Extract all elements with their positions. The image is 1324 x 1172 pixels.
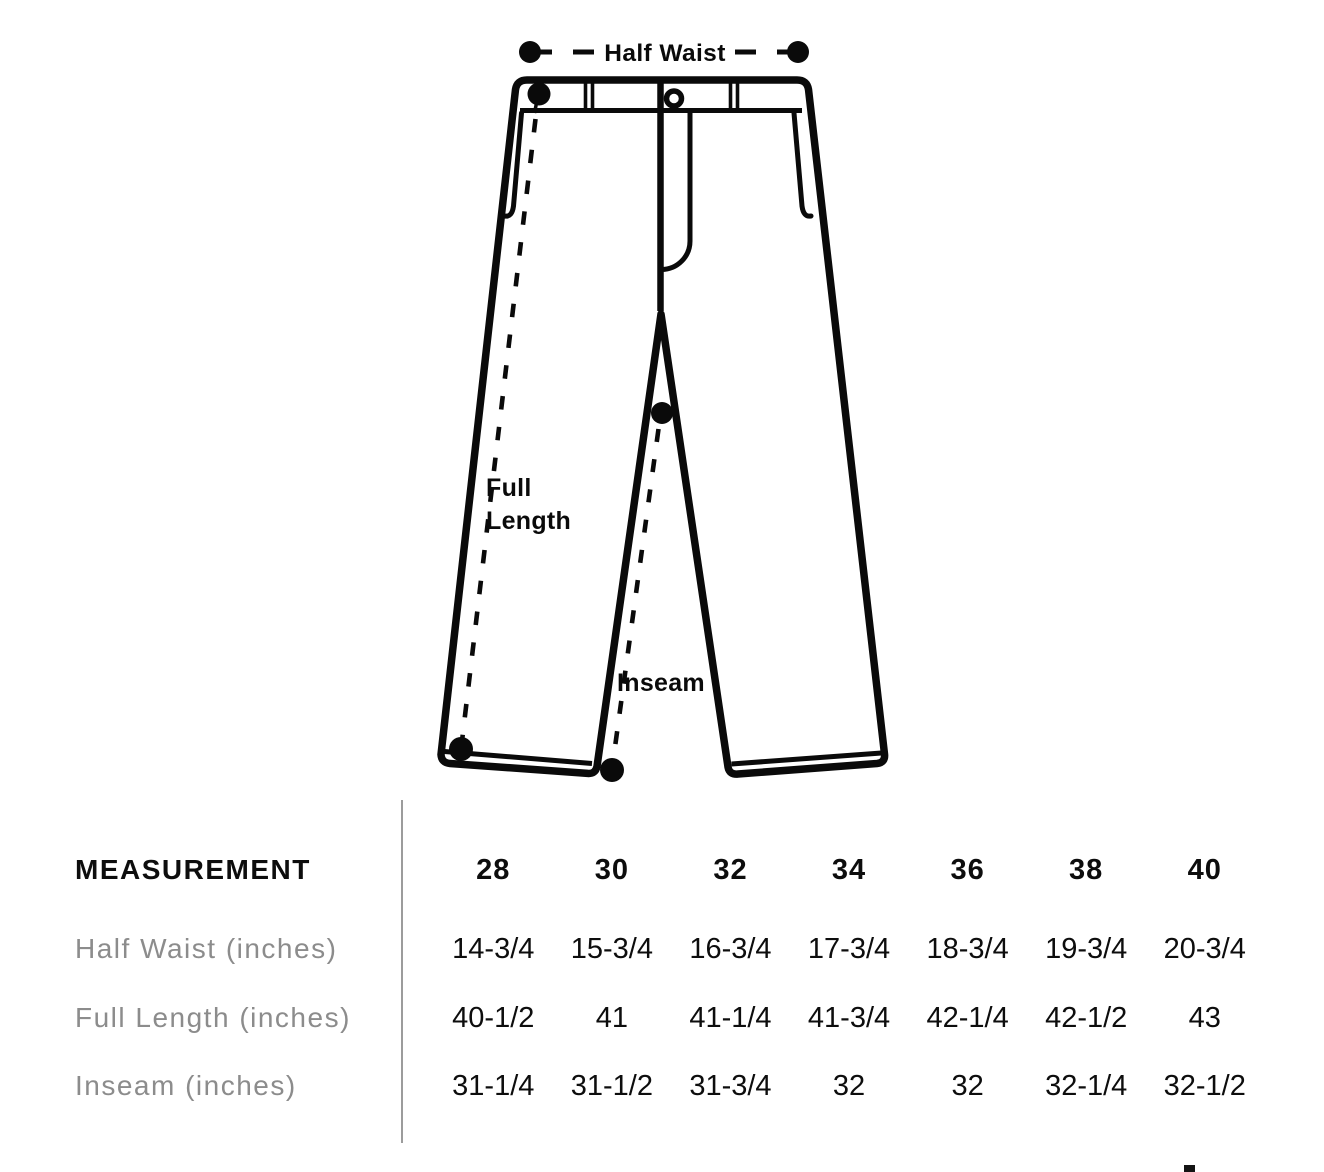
inseam-value: 31-1/2	[570, 1070, 653, 1102]
full-length-value: 41-3/4	[807, 1002, 891, 1034]
size-headers	[434, 848, 1264, 892]
half-waist-value: 20-3/4	[1163, 933, 1246, 965]
full-length-value: 43	[1188, 1002, 1221, 1034]
half-waist-label: Half Waist	[604, 40, 726, 67]
full-length-value: 41	[595, 1002, 628, 1034]
row-label-inseam: Inseam (inches)	[75, 1070, 297, 1101]
size-header-32: 32	[713, 854, 748, 886]
inseam-value: 31-1/4	[452, 1070, 535, 1102]
full-length-value: 41-1/4	[689, 1002, 772, 1034]
table-row-full-length	[0, 996, 1324, 1040]
size-header-36: 36	[950, 854, 985, 886]
cropped-edge-mark	[1184, 1165, 1195, 1172]
full-length-label-line2: Length	[486, 507, 572, 535]
half-waist-value: 14-3/4	[452, 933, 535, 965]
size-header-40: 40	[1187, 854, 1222, 886]
full-length-value: 40-1/2	[452, 1002, 535, 1034]
row-values-inseam	[434, 1064, 1264, 1108]
size-header-28: 28	[476, 854, 511, 886]
inseam-value: 32-1/4	[1045, 1070, 1128, 1102]
row-values-half-waist	[434, 927, 1264, 971]
half-waist-value: 15-3/4	[570, 933, 653, 965]
inseam-value: 32	[951, 1070, 984, 1102]
row-values-full-length	[434, 996, 1264, 1040]
half-waist-value: 18-3/4	[926, 933, 1009, 965]
inseam-value: 32-1/2	[1163, 1070, 1246, 1102]
half-waist-value: 16-3/4	[689, 933, 772, 965]
inseam-value: 32	[832, 1070, 866, 1102]
full-length-value: 42-1/2	[1045, 1002, 1128, 1034]
full-length-label-line1: Full	[486, 474, 532, 502]
half-waist-value: 19-3/4	[1045, 933, 1128, 965]
inseam-value: 31-3/4	[689, 1070, 772, 1102]
row-label-half-waist: Half Waist (inches)	[75, 933, 338, 964]
size-header-34: 34	[831, 854, 867, 886]
half-waist-value: 17-3/4	[807, 933, 891, 965]
row-label-full-length: Full Length (inches)	[75, 1002, 351, 1033]
measurement-header: MEASUREMENT	[75, 854, 311, 885]
size-header-30: 30	[594, 854, 629, 886]
full-length-value: 42-1/4	[926, 1002, 1009, 1034]
table-row-half-waist	[0, 927, 1324, 971]
table-row-inseam	[0, 1064, 1324, 1108]
size-header-38: 38	[1069, 854, 1104, 886]
table-header-row	[0, 848, 1324, 892]
inseam-label: Inseam	[617, 669, 705, 697]
